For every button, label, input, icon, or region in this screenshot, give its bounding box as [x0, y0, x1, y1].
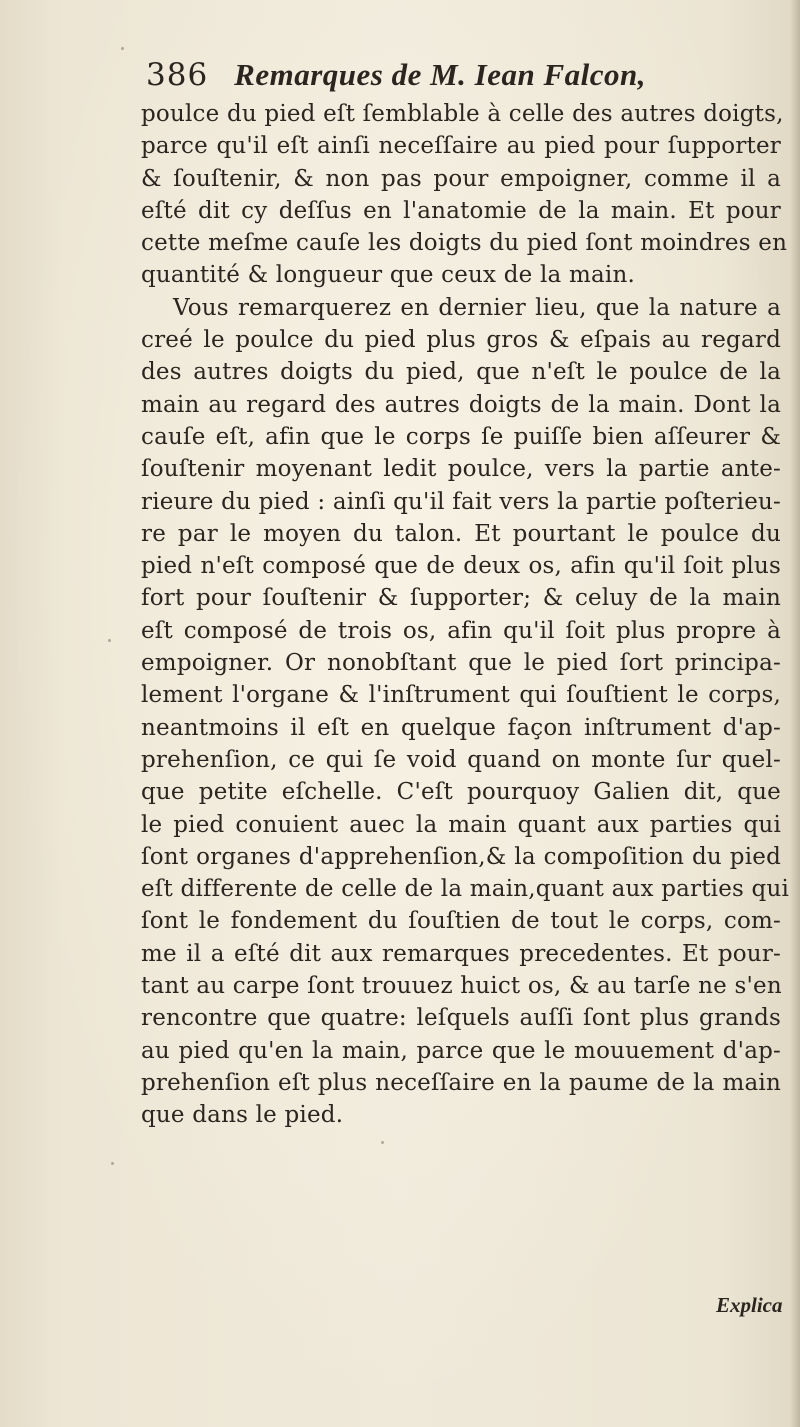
- text-line: ſont le fondement du ſouſtien de tout le corps, com-: [141, 908, 781, 935]
- text-line: empoigner. Or nonobſtant que le pied ſort principa-: [141, 650, 781, 677]
- text-line: poulce du pied eſt ſemblable à celle des autres doigts,: [141, 101, 784, 127]
- text-line: re par le moyen du talon. Et pourtant le poulce du: [141, 520, 781, 547]
- text-line: lement l'organe & l'inſtrument qui ſouſtient le corps,: [141, 682, 781, 709]
- page-number: 386: [146, 57, 209, 93]
- text-line: que dans le pied.: [141, 1102, 344, 1129]
- text-line: fort pour ſouſtenir & ſupporter; & celuy de la main: [141, 585, 781, 612]
- text-line: main au regard des autres doigts de la main. Dont la: [141, 391, 781, 418]
- text-line: rieure du pied : ainſi qu'il fait vers la partie poſterieu-: [141, 488, 781, 515]
- text-line: parce qu'il eſt ainſi neceſſaire au pied pour ſupporter: [141, 133, 781, 160]
- text-line: quantité & longueur que ceux de la main.: [141, 262, 635, 289]
- text-line: eſt composé de trois os, afin qu'il ſoit plus propre à: [141, 617, 781, 644]
- text-line: ſouſtenir moyenant ledit poulce, vers la partie ante-: [141, 456, 781, 483]
- paragraph-start-line: Vous remarquerez en dernier lieu, que la nature a: [173, 294, 781, 321]
- text-line: neantmoins il eſt en quelque façon inſtrument d'ap-: [141, 714, 781, 741]
- text-line: me il a eſté dit aux remarques precedentes. Et pour-: [141, 940, 781, 967]
- body-text: [141, 98, 790, 1132]
- text-line: rencontre que quatre: leſquels auſſi ſont plus grands: [141, 1005, 781, 1032]
- text-line: des autres doigts du pied, que n'eſt le poulce de la: [141, 359, 781, 386]
- running-head-title: Remarques de M. Iean Falcon,: [234, 57, 647, 92]
- text-line: cette meſme cauſe les doigts du pied ſont moindres en: [141, 230, 788, 257]
- text-line: eſté dit cy deſſus en l'anatomie de la main. Et pour: [141, 197, 781, 224]
- text-line: pied n'eſt composé que de deux os, afin qu'il ſoit plus: [141, 553, 781, 580]
- text-line: cauſe eſt, afin que le corps ſe puiſſe bien aſſeurer &: [141, 423, 781, 450]
- text-line: eſt differente de celle de la main,quant aux parties qui: [141, 876, 790, 903]
- page-edge-shadow: [790, 0, 800, 1427]
- paper-speck: [108, 639, 111, 642]
- text-line: ſont organes d'apprehenſion,& la compoſition du pied: [141, 843, 781, 870]
- paper-speck: [381, 1141, 384, 1144]
- running-head: [146, 52, 746, 98]
- text-line: creé le poulce du pied plus gros & eſpais au regard: [141, 327, 781, 354]
- text-line: prehenſion eſt plus neceſſaire en la paume de la main: [141, 1069, 781, 1096]
- text-line: tant au carpe ſont trouuez huict os, & au tarſe ne s'en: [141, 973, 782, 1000]
- text-line: au pied qu'en la main, parce que le mouuement d'ap-: [141, 1037, 781, 1064]
- text-line: prehenſion, ce qui ſe void quand on monte ſur quel-: [141, 746, 781, 773]
- catchword: Explica: [716, 1293, 783, 1317]
- text-line: le pied conuient auec la main quant aux parties qui: [141, 811, 781, 838]
- paper-speck: [111, 1162, 114, 1165]
- text-line: & ſouſtenir, & non pas pour empoigner, comme il a: [141, 165, 781, 192]
- paper-speck: [121, 47, 124, 50]
- text-line: que petite eſchelle. C'eſt pourquoy Galien dit, que: [141, 779, 781, 806]
